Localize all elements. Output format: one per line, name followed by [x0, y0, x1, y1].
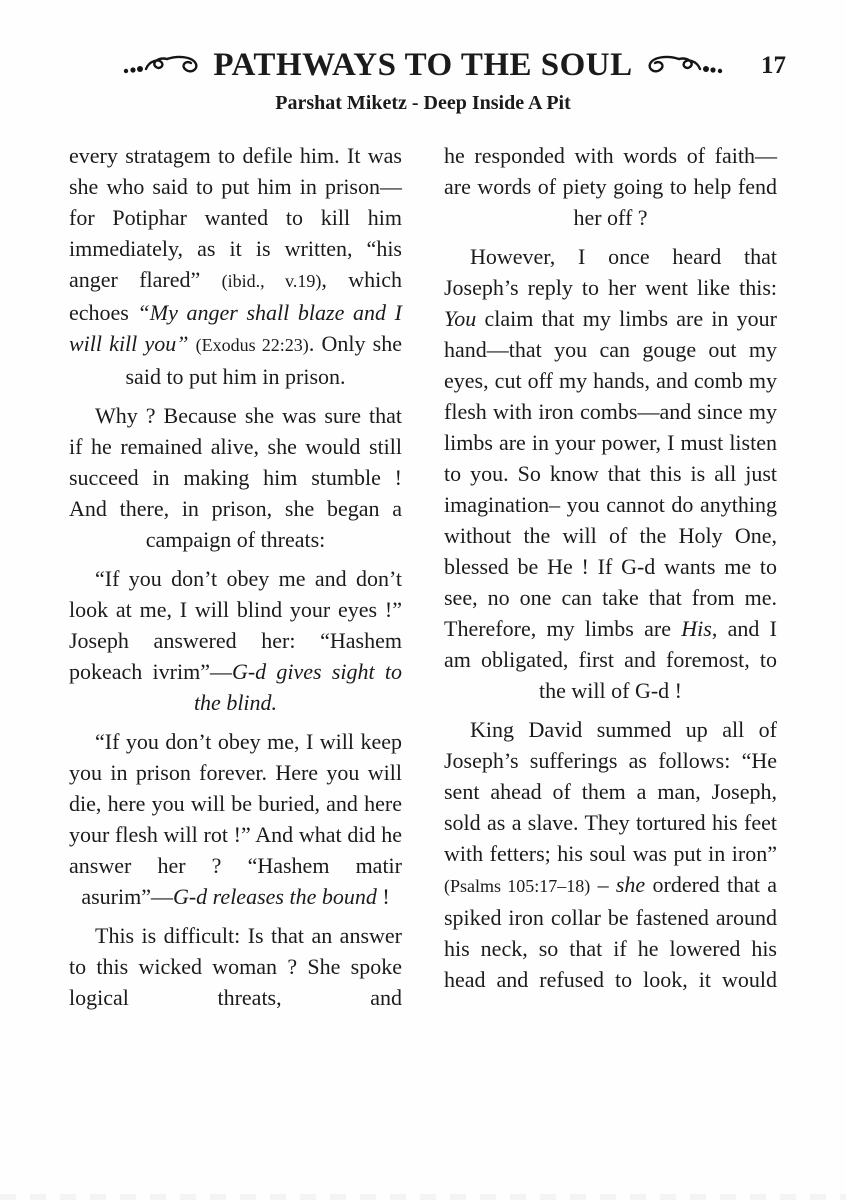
text-run: (Psalms 105:17–18): [444, 876, 591, 896]
text-run: This is difficult: Is that an answer to this wicked woman ? She spoke logical threats, and: [69, 923, 402, 1010]
left-column: [69, 140, 402, 1021]
text-columns: [0, 140, 846, 1021]
paragraph: [69, 726, 402, 912]
text-run: “If you don’t obey me, I will keep you in prison forever. Here you will die, here you will be buried, and here your flesh will rot !” And what did he answer her ? “Hashem matir asurim”—: [69, 729, 402, 909]
paragraph: [69, 920, 402, 1013]
text-run: . Only she said to put him in prison.: [125, 331, 402, 389]
paragraph: [444, 714, 777, 995]
floral-flourish-right-icon: [641, 52, 725, 78]
scan-artifact-strip: [0, 1194, 846, 1200]
paragraph: [444, 140, 777, 233]
text-run: “My anger shall blaze and I will kill you”: [69, 300, 402, 356]
page-title: PATHWAYS TO THE SOUL: [213, 46, 633, 83]
text-run: every stratagem to defile him. It was she who said to put him in prison—for Potiphar wanted to kill him immediately, as it is written, “his anger flared”: [69, 143, 402, 292]
text-run: You: [444, 306, 477, 331]
text-run: (Exodus 22:23): [195, 335, 309, 355]
paragraph: [69, 400, 402, 555]
page-number: 17: [761, 52, 786, 79]
text-run: –: [590, 872, 616, 897]
floral-flourish-left-icon: [121, 52, 205, 78]
text-run: (ibid., v.19): [221, 271, 322, 291]
text-run: G-d releases the bound: [172, 884, 377, 909]
right-column: [444, 140, 777, 1021]
text-run: However, I once heard that Joseph’s reply to her went like this:: [444, 244, 777, 300]
text-run: ordered that a spiked iron collar be fastened around his neck, so that if he lowered his head and refused to look, it would: [444, 872, 777, 992]
text-run: , which echoes: [69, 267, 402, 325]
text-run: His: [681, 616, 712, 641]
text-run: King David summed up all of Joseph’s sufferings as follows: “He sent ahead of them a man, Joseph, sold as a slave. They tortured his feet with fetters; his soul was put in iron”: [444, 717, 777, 866]
text-run: he responded with words of faith—are words of piety going to help fend her off ?: [444, 143, 777, 230]
text-run: “If you don’t obey me and don’t look at me, I will blind your eyes !” Joseph answered her: “Hashem pokeach ivrim”—: [69, 566, 402, 684]
title-row: [0, 44, 846, 86]
paragraph: [69, 140, 402, 392]
text-run: she: [615, 872, 646, 897]
text-run: G-d gives sight to the blind.: [193, 659, 402, 715]
text-run: claim that my limbs are in your hand—that you can gouge out my eyes, cut off my hands, and comb my flesh with iron combs—and since my limbs are in your power, I must listen to you. So know that this is all just imagination– you cannot do anything without the will of the Holy One, blessed be He ! If G-d wants me to see, no one can take that from me. Therefore, my limbs are: [444, 306, 777, 641]
text-run: !: [376, 884, 390, 909]
paragraph: [69, 563, 402, 718]
page-subtitle: Parshat Miketz - Deep Inside A Pit: [275, 92, 571, 114]
paragraph: [444, 241, 777, 706]
text-run: , and I am obligated, first and foremost, to the will of G-d !: [444, 616, 778, 703]
text-run: Why ? Because she was sure that if he remained alive, she would still succeed in making him stumble ! And there, in prison, she began a campaign of threats:: [69, 403, 402, 552]
page-header: [0, 0, 846, 115]
